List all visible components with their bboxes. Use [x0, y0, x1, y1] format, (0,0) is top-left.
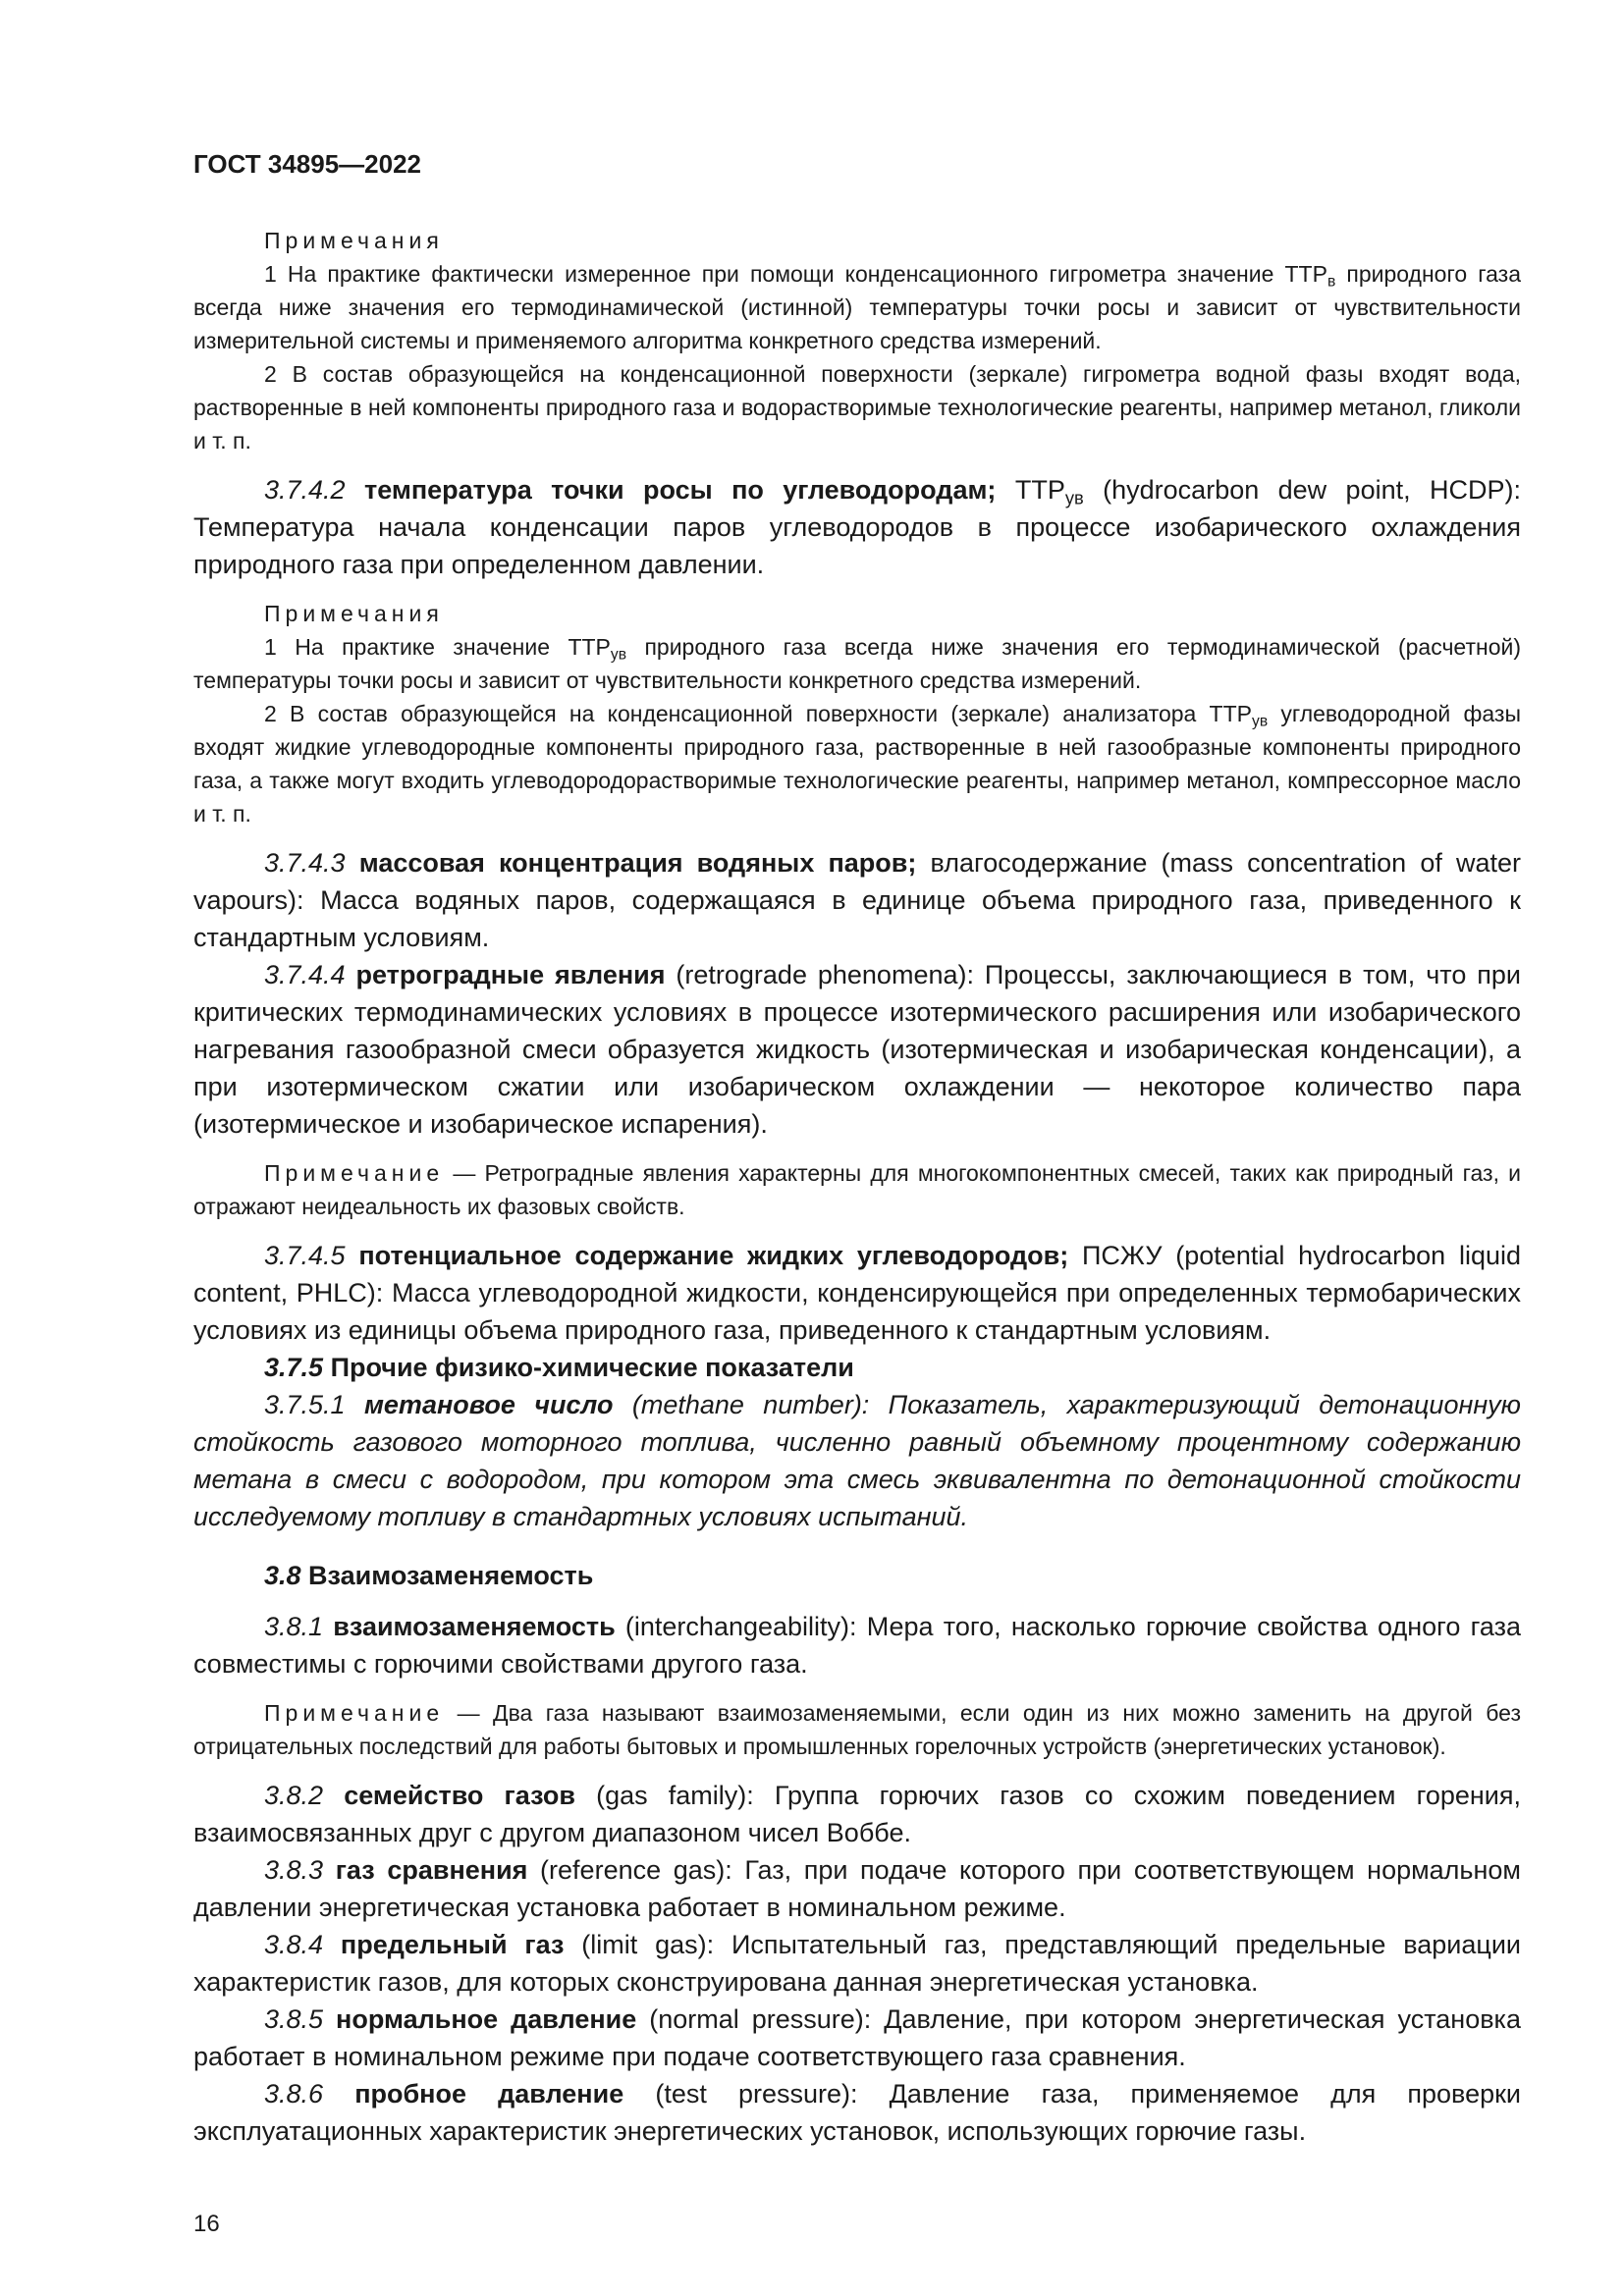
- note-item: 2 В состав образующейся на конденсационной поверхности (зеркале) анализатора $ТТР_{ув}$ углеводородной фазы входят жидкие углеводородные компоненты природного газа, растворенные в ней газообразные компоненты природного газа, а также могут входить углеводородорастворимые технологические реагенты, например метанол, компрессорное масло и т. п.: [193, 701, 1521, 827]
- notes-block-3741: [193, 224, 1521, 457]
- notes-block-3742: [193, 597, 1521, 830]
- note-item: 1 На практике фактически измеренное при помощи конденсационного гигрометра значение $ТТР_в$ природного газа всегда ниже значения его термодинамической (истинной) температуры точки росы и зависит от чувствительности измерительной системы и применяемого алгоритма конкретного средства измерений.: [193, 261, 1521, 353]
- note-item: 2 В состав образующейся на конденсационной поверхности (зеркале) гигрометра водной фазы входят вода, растворенные в ней компоненты природного газа и водорастворимые технологические реагенты, например метанол, гликоли и т. п.: [193, 361, 1521, 454]
- notes-title: Примечания: [264, 601, 444, 626]
- note-3744: Примечание — Ретроградные явления характерны для многокомпонентных смесей, таких как природный газ, и отражают неидеальность их фазовых свойств.: [193, 1160, 1521, 1219]
- term-3743: 3.7.4.3 массовая концентрация водяных паров; влагосодержание (mass concentration of water vapours): Масса водяных паров, содержащаяся в единице объема природного газа, приведенного к стандартным условиям.: [193, 848, 1521, 952]
- term-386: 3.8.6 пробное давление (test pressure): Давление газа, применяемое для проверки эксплуатационных характеристик энергетических установок, использующих горючие газы.: [193, 2079, 1521, 2146]
- page-number: 16: [193, 2211, 220, 2237]
- term-381: 3.8.1 взаимозаменяемость (interchangeability): Мера того, насколько горючие свойства одного газа совместимы с горючими свойствами другого газа.: [193, 1612, 1521, 1679]
- section-38: 3.8 Взаимозаменяемость: [264, 1561, 594, 1590]
- term-385: 3.8.5 нормальное давление (normal pressure): Давление, при котором энергетическая установка работает в номинальном режиме при подаче соответствующего газа сравнения.: [193, 2004, 1521, 2071]
- note-381: Примечание — Два газа называют взаимозаменяемыми, если один из них можно заменить на другой без отрицательных последствий для работы бытовых и промышленных горелочных устройств (энергетических установок).: [193, 1700, 1521, 1759]
- section-375: 3.7.5 Прочие физико-химические показатели: [264, 1353, 854, 1382]
- term-3742: 3.7.4.2 температура точки росы по углеводородам; $ТТР_{ув}$ (hydrocarbon dew point, HCDP): Температура начала конденсации паров углеводородов в процессе изобарического охлаждения природного газа при определенном давлении.: [193, 475, 1521, 579]
- term-384: 3.8.4 предельный газ (limit gas): Испытательный газ, представляющий предельные вариации характеристик газов, для которых сконструирована данная энергетическая установка.: [193, 1930, 1521, 1997]
- term-3751: 3.7.5.1 метановое число (methane number): Показатель, характеризующий детонационную стойкость газового моторного топлива, численно равный объемному процентному содержанию метана в смеси с водородом, при котором эта смесь эквивалентна по детонационной стойкости исследуемому топливу в стандартных условиях испытаний.: [193, 1390, 1521, 1531]
- term-383: 3.8.3 газ сравнения (reference gas): Газ, при подаче которого при соответствующем нормальном давлении энергетическая установка работает в номинальном режиме.: [193, 1855, 1521, 1922]
- term-3745: 3.7.4.5 потенциальное содержание жидких углеводородов; ПСЖУ (potential hydrocarbon liquid content, PHLC): Масса углеводородной жидкости, конденсирующейся при определенных термобарических условиях из единицы объема природного газа, приведенного к стандартным условиям.: [193, 1241, 1521, 1345]
- document-header: ГОСТ 34895—2022: [193, 149, 421, 179]
- notes-title: Примечания: [264, 228, 444, 253]
- term-382: 3.8.2 семейство газов (gas family): Группа горючих газов со схожим поведением горения, взаимосвязанных друг с другом диапазоном чисел Воббе.: [193, 1781, 1521, 1847]
- term-3744: 3.7.4.4 ретроградные явления (retrograde phenomena): Процессы, заключающиеся в том, что при критических термодинамических условиях в процессе изотермического расширения или изобарического нагревания газообразной смеси образуется жидкость (изотермическая и изобарическая конденсации), а при изотермическом сжатии или изобарическом охлаждении — некоторое количество пара (изотермическое и изобарическое испарения).: [193, 960, 1521, 1139]
- document-body: [193, 224, 1521, 2150]
- note-item: 1 На практике значение $ТТР_{ув}$ природного газа всегда ниже значения его термодинамической (расчетной) температуры точки росы и зависит от чувствительности конкретного средства измерений.: [193, 634, 1521, 693]
